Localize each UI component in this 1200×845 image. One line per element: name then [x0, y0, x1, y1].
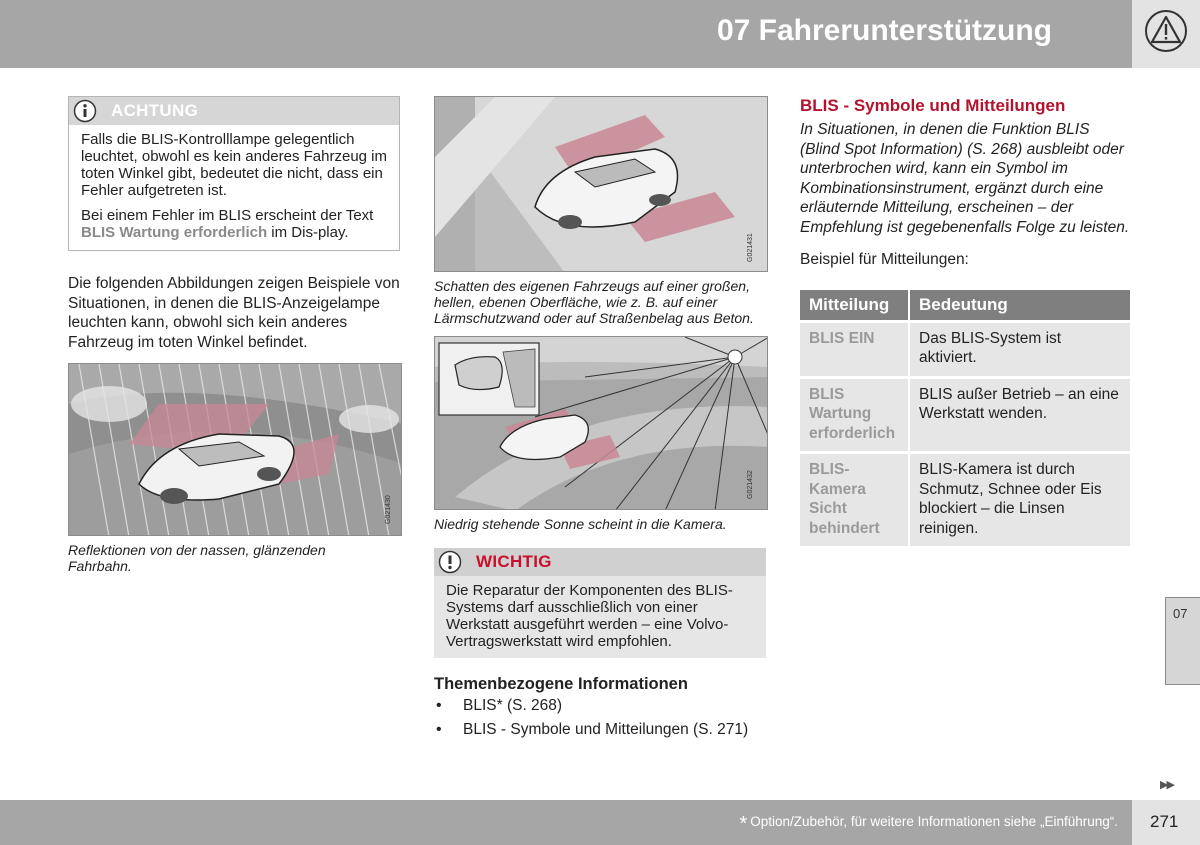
chapter-tab-label: 07	[1173, 606, 1188, 621]
table-header-row	[800, 290, 1130, 322]
related-link-blis[interactable]: • BLIS* (S. 268)	[434, 696, 766, 715]
meaning-cell: Das BLIS-System ist aktiviert.	[909, 321, 1130, 377]
chapter-tab[interactable]	[1165, 597, 1200, 685]
meaning-cell: BLIS außer Betrieb – an eine Werkstatt wenden.	[909, 377, 1130, 453]
column-header-message: Mitteilung	[800, 290, 909, 322]
next-page-arrows-icon: ▶▶	[1160, 779, 1173, 791]
wichtig-box	[434, 548, 766, 658]
related-title: Themenbezogene Informationen	[434, 675, 688, 693]
page-number: 271	[1150, 812, 1179, 831]
related-link-blis-symbols[interactable]: • BLIS - Symbole und Mitteilungen (S. 271)	[434, 720, 766, 739]
wichtig-body: Die Reparatur der Komponenten des BLIS-Systems darf ausschließlich von einer Werkstatt ausgeführt werden – eine Volvo-Vertragswerkstatt wird empfohlen.	[446, 582, 733, 650]
wichtig-header	[434, 548, 766, 576]
section-title: BLIS - Symbole und Mitteilungen	[800, 96, 1066, 115]
footer-note	[739, 813, 1118, 836]
related-list	[434, 696, 766, 739]
warning-triangle-icon	[1144, 9, 1188, 53]
achtung-label: ACHTUNG	[111, 101, 199, 120]
messages-table	[800, 290, 1130, 547]
achtung-display-message: BLIS Wartung erforderlich	[81, 224, 268, 241]
meaning-cell: BLIS-Kamera ist durch Schmutz, Schnee oder Eis blockiert – die Linsen reinigen.	[909, 453, 1130, 547]
figure-wet-road	[68, 363, 402, 536]
achtung-body	[69, 125, 399, 250]
figure-caption: Niedrig stehende Sonne scheint in die Kamera.	[434, 516, 727, 532]
footer-bar	[0, 800, 1132, 845]
left-column	[68, 96, 400, 574]
table-row	[800, 453, 1130, 547]
footer-note-text: Option/Zubehör, für weitere Informationen siehe „Einführung“.	[750, 814, 1118, 829]
figure-caption: Schatten des eigenen Fahrzeugs auf einer großen, hellen, ebenen Oberfläche, wie z. B. auf einer Lärmschutzwand oder auf Straßenbelag aus Beton.	[434, 278, 754, 326]
shadow-wall-illustration	[435, 97, 768, 272]
message-cell: BLIS EIN	[800, 321, 909, 377]
info-icon	[73, 99, 97, 123]
header-icon-box	[1132, 0, 1200, 68]
achtung-paragraph-2	[81, 207, 387, 241]
wichtig-label: WICHTIG	[476, 552, 552, 571]
table-row	[800, 377, 1130, 453]
intro-paragraph: Die folgenden Abbildungen zeigen Beispiele von Situationen, in denen die BLIS-Anzeigelampe leuchten kann, obwohl sich kein anderes Fahrzeug im toten Winkel befindet.	[68, 275, 400, 351]
table-row	[800, 321, 1130, 377]
middle-column	[434, 96, 766, 744]
achtung-header	[69, 97, 399, 125]
right-column	[800, 96, 1130, 546]
message-cell: BLIS-Kamera Sicht behindert	[800, 453, 909, 547]
figure-code: G021430	[385, 495, 392, 524]
achtung-text-before: Bei einem Fehler im BLIS erscheint der Text	[81, 207, 374, 224]
section-intro: In Situationen, in denen die Funktion BLIS (Blind Spot Information) (S. 268) ausbleibt oder unterbrochen wird, kann ein Symbol im Kombinationsinstrument, ergänzt durch eine erläuternde Mitteilung, erscheinen – der Empfehlung ist gegebenenfalls Folge zu leisten.	[800, 121, 1130, 236]
achtung-box	[68, 96, 400, 251]
figure-code: G021431	[747, 233, 754, 262]
low-sun-illustration	[435, 337, 768, 510]
page-number-box	[1132, 800, 1200, 845]
figure-shadow-wall	[434, 96, 768, 272]
achtung-text-after: im Dis-play.	[267, 224, 349, 241]
achtung-paragraph-1: Falls die BLIS-Kontrolllampe gelegentlich leuchtet, obwohl es kein anderes Fahrzeug im toten Winkel gibt, bedeutet die nicht, dass ein Fehler aufgetreten ist.	[81, 131, 388, 199]
figure-caption: Reflektionen von der nassen, glänzenden Fahrbahn.	[68, 542, 326, 574]
column-header-meaning: Bedeutung	[909, 290, 1130, 322]
related-section	[434, 675, 766, 739]
footer-asterisk: *	[739, 813, 748, 835]
exclamation-icon	[438, 550, 462, 574]
wet-road-illustration	[69, 364, 402, 536]
example-label: Beispiel für Mitteilungen:	[800, 251, 969, 268]
figure-low-sun	[434, 336, 768, 510]
chapter-title: 07 Fahrerunterstützung	[716, 14, 1052, 47]
header-bar	[0, 0, 1132, 68]
message-cell: BLIS Wartung erforderlich	[800, 377, 909, 453]
figure-code: G021432	[747, 470, 754, 499]
